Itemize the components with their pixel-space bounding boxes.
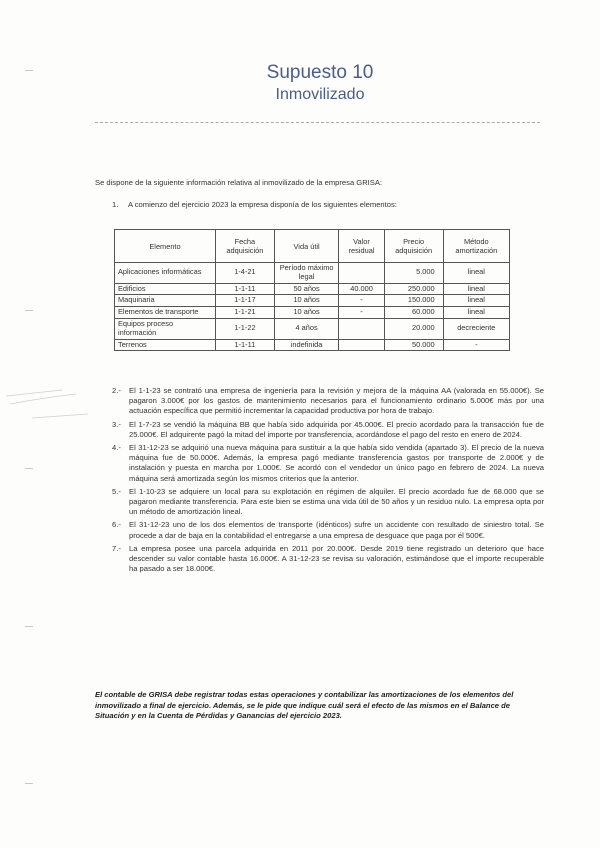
cell: Período máximo legal <box>274 263 339 284</box>
table-row <box>115 295 510 307</box>
table-row <box>115 307 510 319</box>
cell: - <box>339 295 384 307</box>
cell: 1-1-11 <box>216 283 275 295</box>
table-row <box>115 339 510 351</box>
page-subtitle: Inmovilizado <box>275 86 365 103</box>
case-text: El 1-1-23 se contrató una empresa de ingeniería para la revisión y mejora de la máquina AA (valorada en 55.000€). Se pagaron 3.000€ por los gastos de mantenimiento necesarios para el funcionamiento ordinario 5.000€ más por una actuación específica que permitió incrementar la capacidad productiva por hora de trabajo. <box>129 386 544 416</box>
margin-mark <box>25 626 33 627</box>
list-item <box>112 544 544 575</box>
cell: 250.000 <box>384 283 443 295</box>
list-item <box>112 487 544 518</box>
item-1-number: 1. <box>112 200 119 209</box>
margin-mark <box>25 783 33 784</box>
cell <box>339 263 384 284</box>
col-header-fecha: Fecha adquisición <box>216 230 275 263</box>
cell: - <box>443 339 509 351</box>
intro-text: Se dispone de la siguiente información relativa al inmovilizado de la empresa GRISA: <box>95 178 383 187</box>
cell: indefinida <box>274 339 339 351</box>
cell: Maquinaria <box>115 295 216 307</box>
col-header-precio: Precio adquisición <box>384 230 443 263</box>
case-text: El 1-10-23 se adquiere un local para su explotación en régimen de alquiler. El precio acordado fue de 68.000 que se pagaron mediante transferencia. Para este bien se estima una vida útil de 50 años y un residuo nulo. La empresa opta por un método de amortización lineal. <box>129 486 544 517</box>
col-header-valor-residual: Valor residual <box>339 230 384 263</box>
margin-mark <box>25 468 33 469</box>
cell: Equipos proceso información <box>115 318 216 339</box>
cell: 150.000 <box>384 295 443 307</box>
cell: lineal <box>443 295 509 307</box>
margin-mark <box>25 310 33 311</box>
case-number: 2.- <box>112 386 121 395</box>
cell: 1-1-21 <box>216 307 275 319</box>
cases-list <box>112 386 544 577</box>
cell: lineal <box>443 307 509 319</box>
table-row <box>115 263 510 284</box>
cell: 50.000 <box>384 339 443 351</box>
case-text: El 31-12-23 se adquirió una nueva máquina para sustituir a la que había sido vendida (apartado 3). El precio de la nueva máquina fue de 50.000€. Además, la empresa pagó mediante transferencia gastos por transporte de 2.000€ y de instalación y puesta en marcha por 1.000€. Se acordó con el vendedor un único pago en febrero de 2024. La nueva máquina será amortizada según los mismos criterios que la anterior. <box>129 443 544 483</box>
cell: 50 años <box>274 283 339 295</box>
list-item <box>112 443 544 484</box>
case-text: El 31-12-23 uno de los dos elementos de transporte (idénticos) sufre un accidente con resultado de siniestro total. Se procede a dar de baja en la contabilidad el entregarse a una empresa de desguace que paga por él 500€. <box>129 520 544 540</box>
header-divider <box>95 122 540 123</box>
cell: 10 años <box>274 307 339 319</box>
table-row <box>115 318 510 339</box>
case-number: 5.- <box>112 486 121 496</box>
cell: 40.000 <box>339 283 384 295</box>
cell: lineal <box>443 263 509 284</box>
cell: decreciente <box>443 318 509 339</box>
cell: 1-1-22 <box>216 318 275 339</box>
case-number: 6.- <box>112 520 121 530</box>
case-text: La empresa posee una parcela adquirida en 2011 por 20.000€. Desde 2019 tiene registrado un deterioro que hace descender su valor contable hasta 16.000€. A 31-12-23 se revisa su valoración, estimándose que el importe recuperable ha pasado a ser 18.000€. <box>129 543 544 574</box>
page-title: Supuesto 10 <box>266 62 374 83</box>
list-item <box>112 386 544 417</box>
cell: Aplicaciones informáticas <box>115 263 216 284</box>
col-header-elemento: Elemento <box>115 230 216 263</box>
margin-mark <box>25 70 33 71</box>
cell: 1-1-17 <box>216 295 275 307</box>
cell <box>339 318 384 339</box>
table-row <box>115 283 510 295</box>
closing-instructions: El contable de GRISA debe registrar todas estas operaciones y contabilizar las amortizaciones de los elementos del inmovilizado a final de ejercicio. Además, se le pide que indique cuál será el efecto de las mismos en el Balance de Situación y en la Cuenta de Pérdidas y Ganancias del ejercicio 2023. <box>95 690 514 720</box>
case-number: 7.- <box>112 543 121 553</box>
case-number: 3.- <box>112 419 121 429</box>
cell: - <box>339 307 384 319</box>
col-header-vida: Vida útil <box>274 230 339 263</box>
case-text: El 1-7-23 se vendió la máquina BB que había sido adquirida por 45.000€. El precio acordado para la transacción fue de 25.000€. El adquirente pagó la mitad del importe por transferencia, acordándose el pago del resto en enero de 2024. <box>129 419 544 439</box>
item-1-text: A comienzo del ejercicio 2023 la empresa disponía de los siguientes elementos: <box>128 200 397 209</box>
list-item <box>112 420 544 440</box>
cell: 1-1-11 <box>216 339 275 351</box>
cell: Terrenos <box>115 339 216 351</box>
cell: 20.000 <box>384 318 443 339</box>
cell: 1-4-21 <box>216 263 275 284</box>
pencil-scribble <box>2 384 114 434</box>
cell: Elementos de transporte <box>115 307 216 319</box>
table-header-row <box>115 230 510 263</box>
list-item <box>112 520 544 540</box>
cell: lineal <box>443 283 509 295</box>
cell <box>339 339 384 351</box>
cell: 5.000 <box>384 263 443 284</box>
cell: 10 años <box>274 295 339 307</box>
assets-table <box>114 229 510 351</box>
case-number: 4.- <box>112 443 121 453</box>
cell: 4 años <box>274 318 339 339</box>
cell: 60.000 <box>384 307 443 319</box>
col-header-metodo: Método amortización <box>443 230 509 263</box>
cell: Edificios <box>115 283 216 295</box>
